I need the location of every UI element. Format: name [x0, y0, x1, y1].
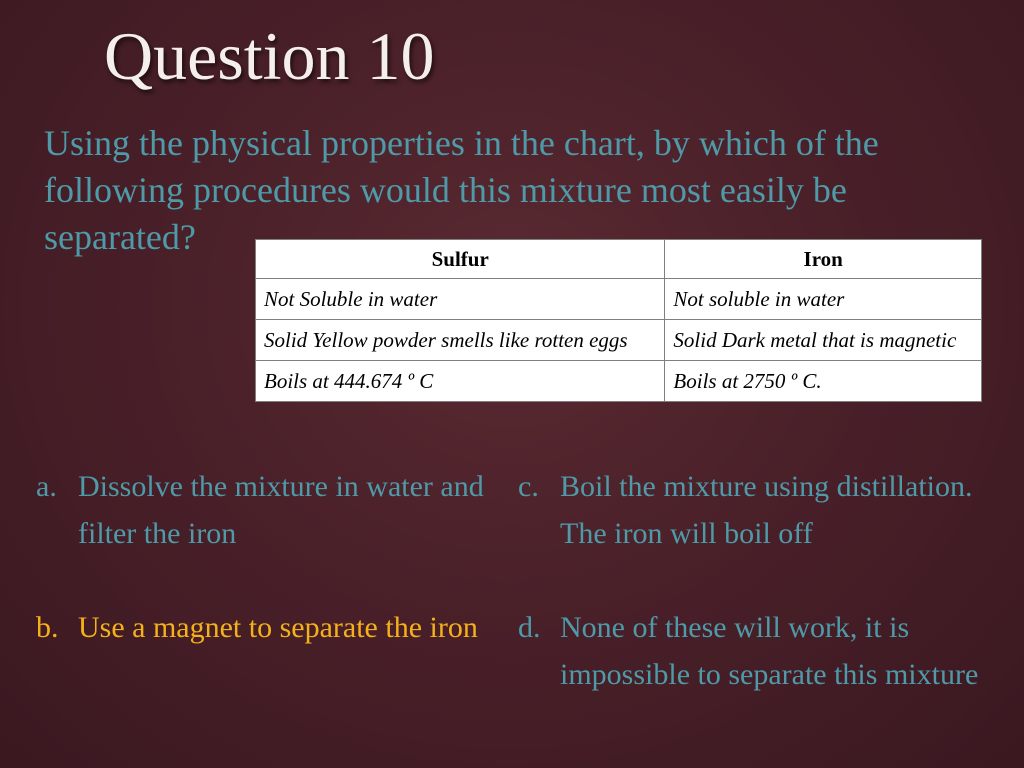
table-cell: Solid Yellow powder smells like rotten eggs: [256, 320, 665, 361]
properties-table: [255, 239, 982, 402]
answer-text: None of these will work, it is impossible to separate this mixture: [560, 611, 979, 691]
table-cell: Not soluble in water: [665, 279, 982, 320]
table-header-row: [256, 240, 982, 279]
answer-letter: c.: [518, 470, 539, 503]
table-row: [256, 320, 982, 361]
question-text: Using the physical properties in the chart, by which of the following procedures would this mixture most easily be separated?: [44, 123, 879, 257]
table-cell: Boils at 444.674 º C: [256, 361, 665, 402]
answer-option-d: [518, 604, 998, 698]
table-row: [256, 361, 982, 402]
slide-title: Question 10: [104, 18, 435, 94]
header-sulfur: Sulfur: [256, 240, 665, 279]
table-cell: Solid Dark metal that is magnetic: [665, 320, 982, 361]
answer-text: Dissolve the mixture in water and filter the iron: [78, 470, 484, 550]
header-iron: Iron: [665, 240, 982, 279]
answer-text: Boil the mixture using distillation. The iron will boil off: [560, 470, 973, 550]
answer-option-c: [518, 463, 998, 557]
answer-letter: d.: [518, 611, 541, 644]
table-cell: Boils at 2750 º C.: [665, 361, 982, 402]
answer-letter: b.: [36, 611, 59, 644]
table-cell: Not Soluble in water: [256, 279, 665, 320]
answer-text: Use a magnet to separate the iron: [78, 611, 478, 644]
answer-option-b: [36, 604, 496, 651]
answer-letter: a.: [36, 470, 57, 503]
answer-option-a: [36, 463, 496, 557]
table-row: [256, 279, 982, 320]
